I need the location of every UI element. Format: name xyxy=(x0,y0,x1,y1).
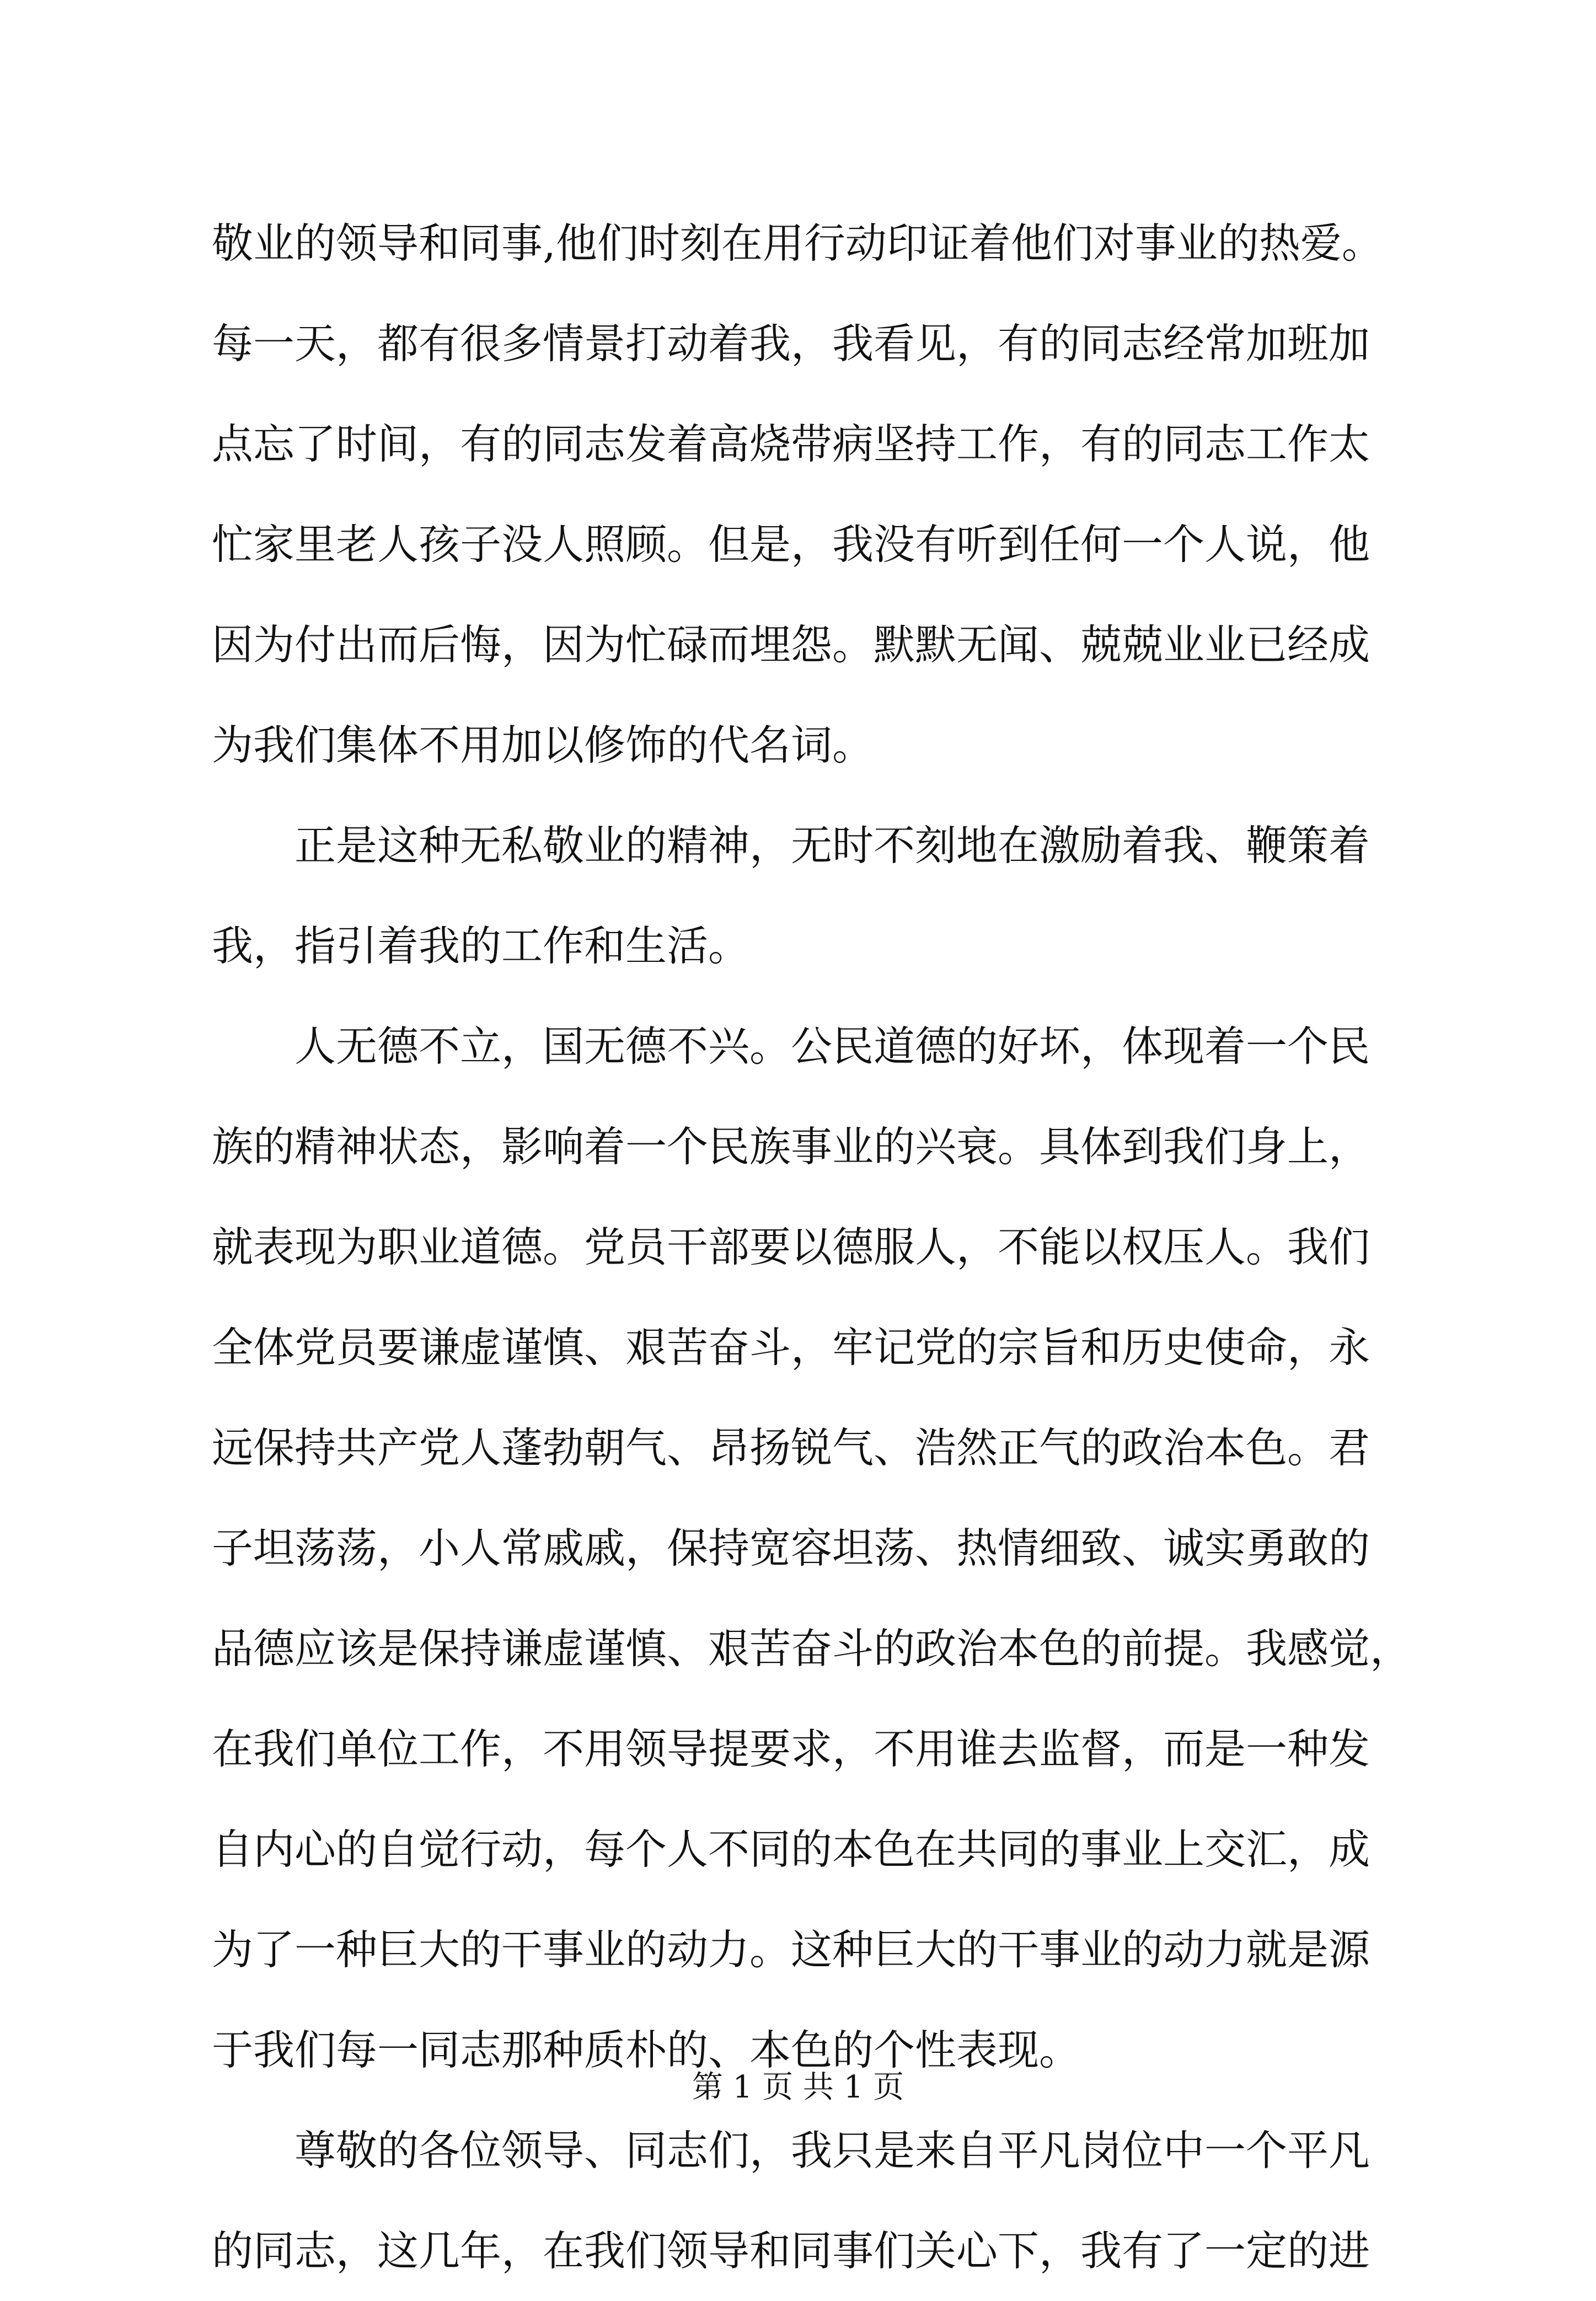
body-text xyxy=(212,193,1431,2301)
text-line: 子坦荡荡，小人常戚戚，保持宽容坦荡、热情细致、诚实勇敢的 xyxy=(212,1524,1370,1572)
text-line: 敬业的领导和同事,他们时刻在用行动印证着他们对事业的热爱。 xyxy=(212,219,1383,267)
text-line: 的同志，这几年，在我们领导和同事们关心下，我有了一定的进 xyxy=(212,2227,1370,2275)
text-line: 自内心的自觉行动，每个人不同的本色在共同的事业上交汇，成 xyxy=(212,1825,1370,1874)
text-line: 忙家里老人孩子没人照顾。但是，我没有听到任何一个人说，他 xyxy=(212,520,1370,569)
text-line: 人无德不立，国无德不兴。公民道德的好坏，体现着一个民 xyxy=(212,1022,1370,1071)
text-line: 族的精神状态，影响着一个民族事业的兴衰。具体到我们身上， xyxy=(212,1122,1370,1171)
text-line: 就表现为职业道德。党员干部要以德服人，不能以权压人。我们 xyxy=(212,1223,1370,1271)
text-line: 于我们每一同志那种质朴的、本色的个性表现。 xyxy=(212,2026,1081,2074)
text-line: 全体党员要谦虚谨慎、艰苦奋斗，牢记党的宗旨和历史使命，永 xyxy=(212,1323,1370,1372)
text-line: 为了一种巨大的干事业的动力。这种巨大的干事业的动力就是源 xyxy=(212,1925,1370,1974)
text-line: 因为付出而后悔，因为忙碌而埋怨。默默无闻、兢兢业业已经成 xyxy=(212,620,1370,669)
text-line: 每一天，都有很多情景打动着我，我看见，有的同志经常加班加 xyxy=(212,319,1370,368)
page-footer: 第 1 页 共 1 页 xyxy=(692,2069,904,2105)
text-line: 品德应该是保持谦虚谨慎、艰苦奋斗的政治本色的前提。我感觉， xyxy=(212,1624,1412,1673)
text-line: 远保持共产党人蓬勃朝气、昂扬锐气、浩然正气的政治本色。君 xyxy=(212,1424,1370,1472)
text-line: 点忘了时间，有的同志发着高烧带病坚持工作，有的同志工作太 xyxy=(212,420,1370,468)
text-line: 尊敬的各位领导、同志们，我只是来自平凡岗位中一个平凡 xyxy=(212,2126,1370,2175)
text-line: 在我们单位工作，不用领导提要求，不用谁去监督，而是一种发 xyxy=(212,1725,1370,1773)
text-line: 我，指引着我的工作和生活。 xyxy=(212,922,750,970)
text-line: 为我们集体不用加以修饰的代名词。 xyxy=(212,721,874,769)
text-line: 正是这种无私敬业的精神，无时不刻地在激励着我、鞭策着 xyxy=(212,821,1370,870)
